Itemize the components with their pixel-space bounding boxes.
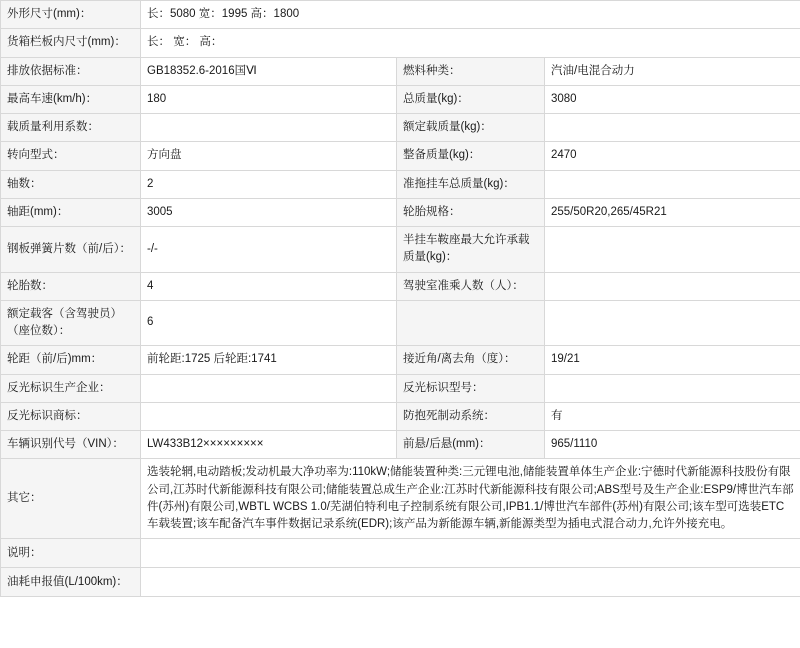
table-row xyxy=(1,346,800,374)
row-label: 钢板弹簧片数（前/后）： xyxy=(1,227,141,273)
fuel-value xyxy=(141,568,800,597)
row-label-2: 驾驶室准乘人数（人）： xyxy=(397,272,545,300)
row-value-2 xyxy=(545,300,800,346)
row-value xyxy=(141,402,397,430)
row-value: 2 xyxy=(141,170,397,198)
row-label: 最高车速(km/h)： xyxy=(1,85,141,113)
description-label: 说明： xyxy=(1,539,141,568)
table-row xyxy=(1,29,800,57)
row-label: 反光标识商标： xyxy=(1,402,141,430)
row-value-2: 2470 xyxy=(545,142,800,170)
row-label-2: 整备质量(kg)： xyxy=(397,142,545,170)
table-row xyxy=(1,402,800,430)
row-label: 外形尺寸(mm)： xyxy=(1,1,141,29)
row-value xyxy=(141,114,397,142)
table-row xyxy=(1,227,800,273)
vin-value: LW433B12××××××××× xyxy=(141,431,397,459)
row-label-2: 燃料种类： xyxy=(397,57,545,85)
table-row-fuel xyxy=(1,568,800,597)
row-value-2 xyxy=(545,272,800,300)
row-value xyxy=(141,374,397,402)
table-row xyxy=(1,114,800,142)
table-row-other xyxy=(1,459,800,539)
row-label: 车辆识别代号（VIN）： xyxy=(1,431,141,459)
row-value: -/- xyxy=(141,227,397,273)
other-value: 选装轮辋,电动踏板;发动机最大净功率为:110kW;储能装置种类:三元锂电池,储能装置单体生产企业:宁德时代新能源科技股份有限公司,江苏时代新能源科技有限公司;储能装置总成生产企业:江苏时代新能源科技有限公司;ABS型号及生产企业:ESP9/博世汽车部件(苏州)有限公司,WBTL WCBS 1.0/芜湖伯特利电子控制系统有限公司,IPB1.1/博世汽车部件(苏州)有限公司;该车型可选装ETC车载装置;该车配备汽车事件数据记录系统(EDR);该产品为新能源车辆,新能源类型为插电式混合动力,允许外接充电。 xyxy=(141,459,800,539)
row-value: 180 xyxy=(141,85,397,113)
row-label: 排放依据标准： xyxy=(1,57,141,85)
row-label: 轮距（前/后)mm： xyxy=(1,346,141,374)
table-row-description xyxy=(1,539,800,568)
row-value: 长： 宽： 高： xyxy=(141,29,800,57)
row-label-2: 防抱死制动系统： xyxy=(397,402,545,430)
row-value-2: 965/1110 xyxy=(545,431,800,459)
row-label: 反光标识生产企业： xyxy=(1,374,141,402)
row-label-2: 轮胎规格： xyxy=(397,198,545,226)
row-label: 轴数： xyxy=(1,170,141,198)
row-value: 方向盘 xyxy=(141,142,397,170)
row-value: GB18352.6-2016国Ⅵ xyxy=(141,57,397,85)
table-row xyxy=(1,374,800,402)
row-value: 长：5080 宽：1995 高：1800 xyxy=(141,1,800,29)
row-label: 载质量利用系数： xyxy=(1,114,141,142)
row-label: 轮胎数： xyxy=(1,272,141,300)
table-row xyxy=(1,57,800,85)
row-value-2: 3080 xyxy=(545,85,800,113)
row-label: 转向型式： xyxy=(1,142,141,170)
row-label-2 xyxy=(397,300,545,346)
table-row xyxy=(1,85,800,113)
table-row xyxy=(1,142,800,170)
table-row xyxy=(1,272,800,300)
row-value: 6 xyxy=(141,300,397,346)
row-label: 轴距(mm)： xyxy=(1,198,141,226)
row-label: 货箱栏板内尺寸(mm)： xyxy=(1,29,141,57)
row-value: 4 xyxy=(141,272,397,300)
table-row xyxy=(1,198,800,226)
row-value-2 xyxy=(545,170,800,198)
row-label-2: 接近角/离去角（度）： xyxy=(397,346,545,374)
row-value-2 xyxy=(545,114,800,142)
row-value-2: 汽油/电混合动力 xyxy=(545,57,800,85)
table-row xyxy=(1,300,800,346)
table-row xyxy=(1,170,800,198)
row-value: 3005 xyxy=(141,198,397,226)
row-value-2: 19/21 xyxy=(545,346,800,374)
row-value-2: 255/50R20,265/45R21 xyxy=(545,198,800,226)
row-label-2: 总质量(kg)： xyxy=(397,85,545,113)
other-label: 其它： xyxy=(1,459,141,539)
row-label-2: 准拖挂车总质量(kg)： xyxy=(397,170,545,198)
row-label: 额定载客（含驾驶员）（座位数）： xyxy=(1,300,141,346)
row-value-2 xyxy=(545,374,800,402)
row-label-2: 反光标识型号： xyxy=(397,374,545,402)
fuel-label: 油耗申报值(L/100km)： xyxy=(1,568,141,597)
table-row-vin xyxy=(1,431,800,459)
row-value-2 xyxy=(545,227,800,273)
row-value: 前轮距:1725 后轮距:1741 xyxy=(141,346,397,374)
table-row xyxy=(1,1,800,29)
row-label-2: 额定载质量(kg)： xyxy=(397,114,545,142)
row-label-2: 前悬/后悬(mm)： xyxy=(397,431,545,459)
row-value-2: 有 xyxy=(545,402,800,430)
row-label-2: 半挂车鞍座最大允许承载质量(kg)： xyxy=(397,227,545,273)
description-value xyxy=(141,539,800,568)
